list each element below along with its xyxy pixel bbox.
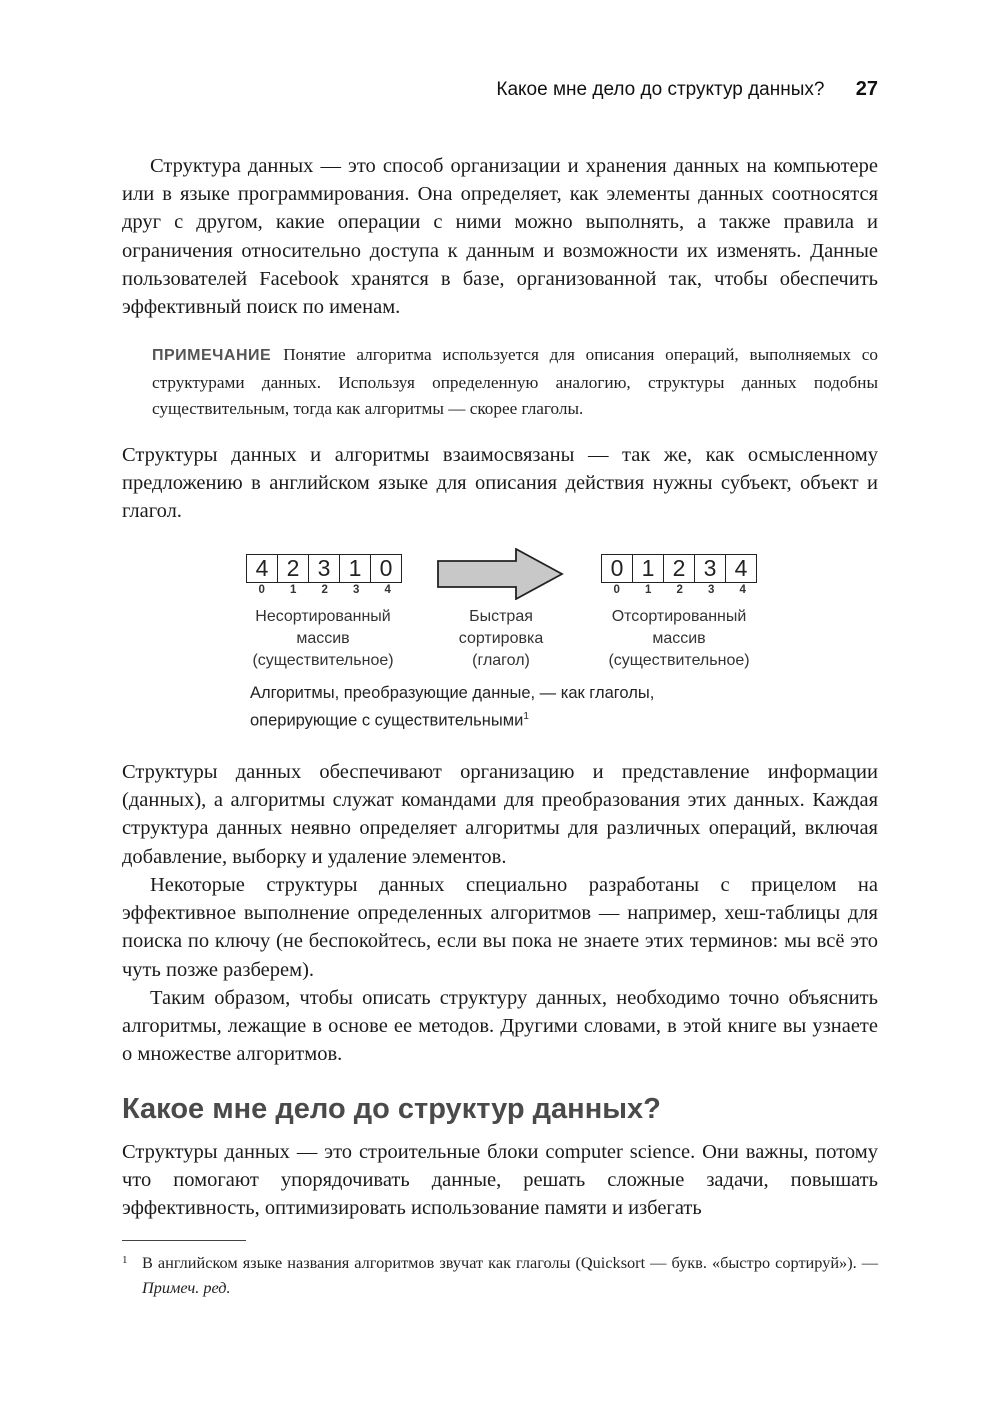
paragraph-relation: Структуры данных и алгоритмы взаимосвязаны — так же, как осмысленному предложению в английском языке для описания действия нужны субъект, объект и глагол. [122, 444, 878, 523]
caption-line [250, 705, 654, 733]
page-number: 27 [855, 78, 878, 100]
note-text: Понятие алгоритма используется для описания операций, выполняемых со структурами данных. Используя определенную аналогию, структуры данных подобны существительным, тогда как алгоритмы — скорее глаголы. [152, 345, 878, 418]
unsorted-indices [246, 584, 404, 596]
caption-line-text: оперирующие с существительными [250, 711, 524, 730]
array-cell: 1 [633, 555, 664, 582]
array-index: 1 [290, 584, 297, 596]
running-head [496, 78, 878, 101]
right-arrow-icon [436, 548, 566, 600]
sorted-label-line: (существительное) [608, 652, 750, 669]
paragraph-definition: Структура данных — это способ организации и хранения данных на компьютере или в языке программирования. Она определяет, как элементы данных соотносятся друг с другом, какие операции с ними можно выполнять, а также правила и ограничения относительно доступа к данным и возможности их изменять. Данные пользователей Facebook хранятся в базе, организованной так, чтобы обеспечить эффективный поиск по именам. [122, 155, 878, 319]
section-heading: Какое мне дело до структур данных? [122, 1093, 661, 1125]
running-head-title: Какое мне дело до структур данных? [496, 79, 825, 100]
sorted-indices [601, 584, 759, 596]
footnote [122, 1250, 878, 1300]
array-index: 4 [384, 584, 391, 596]
sorted-label [581, 606, 777, 672]
paragraph-special-structures: Некоторые структуры данных специально разработаны с прицелом на эффективное выполнение определенных алгоритмов — например, хеш-таблицы для поиска по ключу (не беспокойтесь, если вы пока не знаете этих терминов: мы всё это чуть позже разберем). [122, 874, 878, 981]
unsorted-array [246, 554, 402, 583]
sorted-label-line: массив [652, 630, 706, 647]
array-cell: 4 [734, 555, 748, 581]
figure-caption [250, 682, 654, 733]
note-label: ПРИМЕЧАНИЕ [152, 347, 272, 364]
array-cell: 3 [695, 555, 726, 582]
sorted-label-line: Отсортированный [611, 608, 747, 625]
arrow-label-line: (глагол) [472, 652, 530, 669]
array-index: 0 [258, 584, 265, 596]
unsorted-label [228, 606, 418, 672]
unsorted-label-line: массив [296, 630, 350, 647]
sorting-figure [240, 548, 780, 738]
footnote-divider [122, 1240, 246, 1241]
array-index: 2 [321, 584, 328, 596]
caption-line: Алгоритмы, преобразующие данные, — как глаголы, [250, 684, 655, 702]
arrow-label-line: сортировка [458, 630, 544, 647]
unsorted-label-line: Несортированный [255, 608, 391, 625]
array-index: 1 [645, 584, 652, 596]
array-cell: 3 [309, 555, 340, 582]
caption-footnote-mark[interactable]: 1 [523, 711, 529, 722]
array-cell: 0 [379, 555, 393, 581]
array-index: 3 [708, 584, 715, 596]
array-cell: 0 [602, 555, 633, 582]
footnote-number: 1 [122, 1254, 128, 1266]
arrow-label [436, 606, 566, 672]
sorted-array [601, 554, 757, 583]
array-cell: 2 [664, 555, 695, 582]
paragraph-conclusion: Таким образом, чтобы описать структуру данных, необходимо точно объяснить алгоритмы, лежащие в основе ее методов. Другими словами, в этой книге вы узнаете о множестве алгоритмов. [122, 987, 878, 1066]
array-cell: 2 [278, 555, 309, 582]
paragraph-importance: Структуры данных — это строительные блоки computer science. Они важны, потому что помогают упорядочивать данные, решать сложные задачи, повышать эффективность, оптимизировать использование памяти и избегать [122, 1141, 878, 1220]
array-index: 0 [613, 584, 620, 596]
unsorted-label-line: (существительное) [252, 652, 394, 669]
paragraph-organization: Структуры данных обеспечивают организацию и представление информации (данных), а алгоритмы служат командами для преобразования этих данных. Каждая структура данных неявно определяет алгоритмы для различных операций, включая добавление, выборку и удаление элементов. [122, 761, 878, 868]
array-cell: 1 [340, 555, 371, 582]
array-index: 3 [353, 584, 360, 596]
note-box [152, 342, 878, 423]
arrow-label-line: Быстрая [469, 608, 533, 625]
array-cell: 4 [247, 555, 278, 582]
array-index: 2 [676, 584, 683, 596]
array-index: 4 [739, 584, 746, 596]
footnote-text: В английском языке названия алгоритмов звучат как глаголы (Quicksort — букв. «быстро сортируй»). — [142, 1253, 878, 1272]
footnote-attribution: Примеч. ред. [142, 1278, 231, 1297]
